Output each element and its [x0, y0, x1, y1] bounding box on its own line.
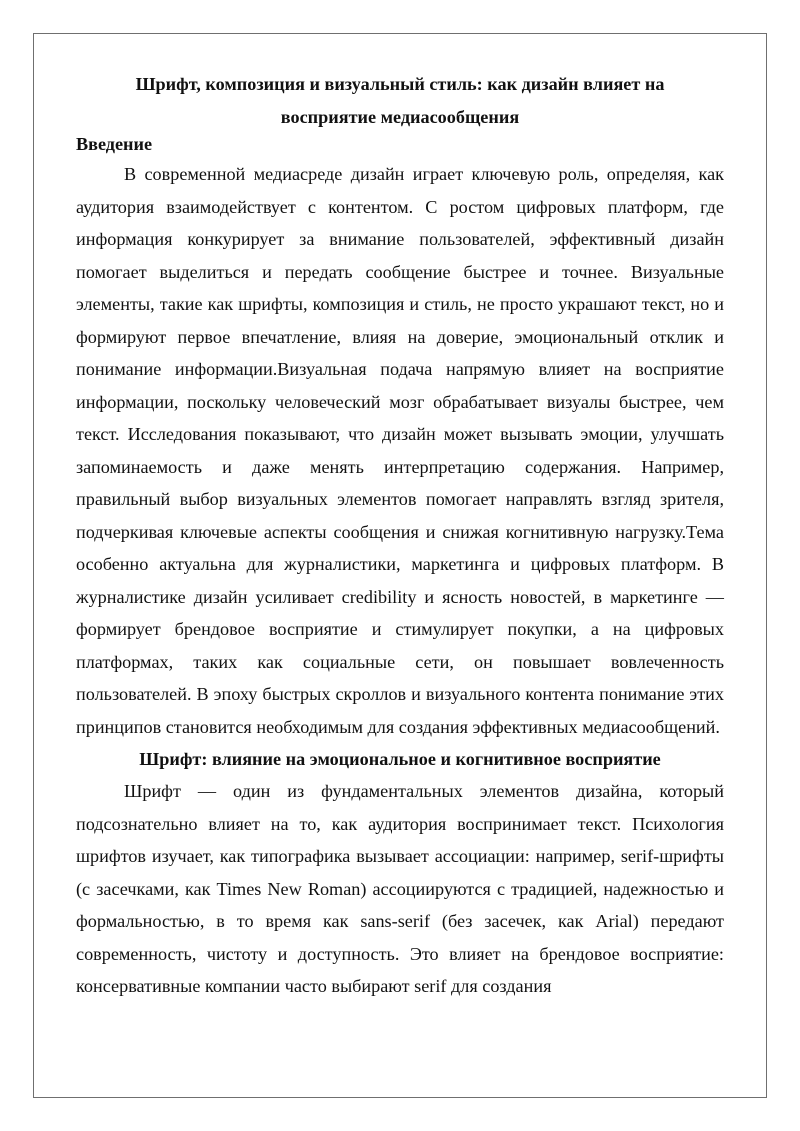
intro-heading-row: Введение	[76, 134, 153, 154]
document-title: Шрифт, композиция и визуальный стиль: как дизайн влияет на восприятие медиасообщения	[135, 74, 665, 127]
introduction-paragraph: В современной медиасреде дизайн играет ключевую роль, определяя, как аудитория взаимодействует с контентом. С ростом цифровых платформ, где информация конкурирует за внимание пользователей, эффективный дизайн помогает выделиться и передать сообщение быстрее и точнее. Визуальные элементы, такие как шрифты, композиция и стиль, не просто украшают текст, но и формируют первое впечатление, влияя на доверие, эмоциональный отклик и понимание информации.Визуальная подача напрямую влияет на восприятие информации, поскольку человеческий мозг обрабатывает визуалы быстрее, чем текст. Исследования показывают, что дизайн может вызывать эмоции, улучшать запоминаемость и даже менять интерпретацию содержания. Например, правильный выбор визуальных элементов помогает направлять взгляд зрителя, подчеркивая ключевые аспекты сообщения и снижая когнитивную нагрузку.Тема особенно актуальна для журналистики, маркетинга и цифровых платформ. В журналистике дизайн усиливает credibility и ясность новостей, в маркетинге — формирует брендовое восприятие и стимулирует покупки, а на цифровых платформах, таких как социальные сети, он повышает вовлеченность пользователей. В эпоху быстрых скроллов и визуального контента понимание этих принципов становится необходимым для создания эффективных медиасообщений.	[76, 164, 724, 737]
section-heading-font: Шрифт: влияние на эмоциональное и когнитивное восприятие	[139, 749, 661, 769]
font-paragraph: Шрифт — один из фундаментальных элементов дизайна, который подсознательно влияет на то, как аудитория воспринимает текст. Психология шрифтов изучает, как типографика вызывает ассоциации: например, serif-шрифты (с засечками, как Times New Roman) ассоциируются с традицией, надежностью и формальностью, в то время как sans-serif (без засечек, как Arial) передают современность, чистоту и доступность. Это влияет на брендовое восприятие: консервативные компании часто выбирают serif для создания	[76, 781, 724, 996]
document-body	[76, 68, 724, 1003]
